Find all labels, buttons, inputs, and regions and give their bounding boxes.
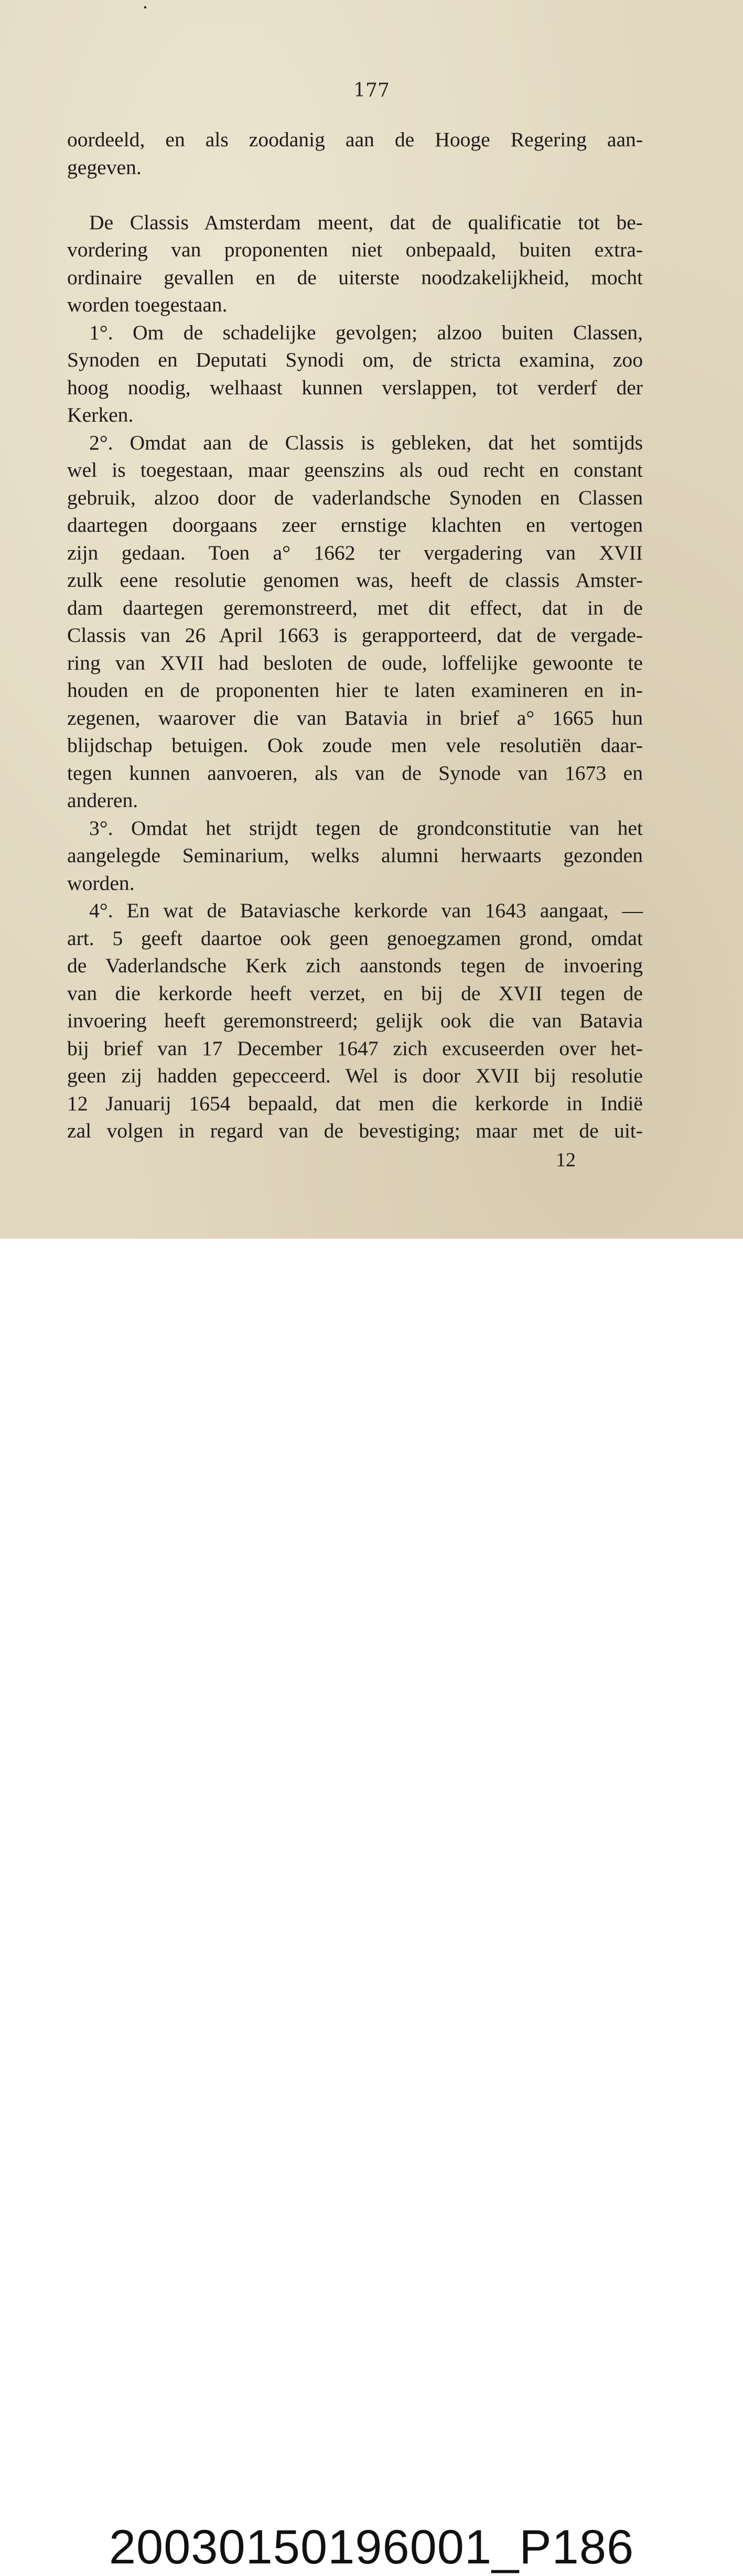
text-line: ordinaire gevallen en de uiterste noodzakelijkheid, mocht	[67, 265, 643, 289]
text-line: De Classis Amsterdam meent, dat de qualificatie tot be-	[89, 210, 643, 234]
text-line: ring van XVII had besloten de oude, loffelijke gewoonte te	[67, 651, 643, 674]
text-line: Synoden en Deputati Synodi om, de stricta examina, zoo	[67, 348, 643, 371]
text-line: worden.	[67, 871, 135, 895]
text-line: tegen kunnen aanvoeren, als van de Synode van 1673 en	[67, 761, 643, 785]
text-line: blijdschap betuigen. Ook zoude men vele resolutiën daar-	[67, 734, 643, 757]
text-line: 12 Januarij 1654 bepaald, dat men die kerkorde in Indië	[67, 1091, 643, 1115]
text-line: gegeven.	[67, 155, 142, 179]
scan-mark	[144, 6, 146, 8]
text-line: hoog noodig, welhaast kunnen verslappen, tot verderf der	[67, 375, 643, 399]
text-line: daartegen doorgaans zeer ernstige klachten en vertogen	[67, 513, 643, 536]
text-line: dam daartegen geremonstreerd, met dit effect, dat in de	[67, 596, 643, 619]
archive-label	[0, 1239, 743, 2574]
archive-id: 20030150196001_P186	[109, 2520, 634, 2574]
text-line: anderen.	[67, 789, 138, 812]
text-line: zegenen, waarover die van Batavia in brief a° 1665 hun	[67, 706, 643, 729]
text-line: zijn gedaan. Toen a° 1662 ter vergadering van XVII	[67, 541, 643, 564]
text-line: houden en de proponenten hier te laten examineren en in-	[67, 679, 643, 702]
text-line: worden toegestaan.	[67, 293, 228, 316]
text-line: gebruik, alzoo door de vaderlandsche Synoden en Classen	[67, 486, 643, 509]
text-line: vordering van proponenten niet onbepaald, buiten extra-	[67, 238, 643, 261]
text-line: bij brief van 17 December 1647 zich excuseerden over het-	[67, 1036, 643, 1060]
text-line: aangelegde Seminarium, welks alumni herwaarts gezonden	[67, 844, 643, 867]
text-line: oordeeld, en als zoodanig aan de Hooge Regering aan-	[67, 128, 643, 151]
signature-mark: 12	[556, 1149, 576, 1171]
text-line: 1°. Om de schadelijke gevolgen; alzoo buiten Classen,	[89, 320, 643, 344]
text-line: de Vaderlandsche Kerk zich aanstonds tegen de invoering	[67, 954, 643, 977]
paragraph-gap	[67, 181, 643, 209]
text-line: zulk eene resolutie genomen was, heeft de classis Amster-	[67, 568, 643, 592]
text-line: 2°. Omdat aan de Classis is gebleken, dat het somtijds	[89, 431, 643, 454]
page-number: 177	[353, 80, 390, 101]
text-line: Classis van 26 April 1663 is gerapporteerd, dat de vergade-	[67, 624, 643, 647]
text-line: invoering heeft geremonstreerd; gelijk ook die van Batavia	[67, 1009, 643, 1032]
text-line: geen zij hadden gepecceerd. Wel is door XVII bij resolutie	[67, 1064, 643, 1087]
text-line: zal volgen in regard van de bevestiging; maar met de uit-	[67, 1119, 643, 1142]
text-line: van die kerkorde heeft verzet, en bij de XVII tegen de	[67, 981, 643, 1005]
scanned-page	[0, 0, 743, 1239]
body-text	[67, 126, 643, 1145]
text-line: wel is toegestaan, maar geenszins als oud recht en constant	[67, 458, 643, 481]
text-line: art. 5 geeft daartoe ook geen genoegzamen grond, omdat	[67, 926, 643, 950]
text-line: 3°. Omdat het strijdt tegen de grondconstitutie van het	[89, 816, 643, 840]
text-line: 4°. En wat de Bataviasche kerkorde van 1643 aangaat, —	[89, 899, 643, 922]
text-line: Kerken.	[67, 403, 134, 426]
